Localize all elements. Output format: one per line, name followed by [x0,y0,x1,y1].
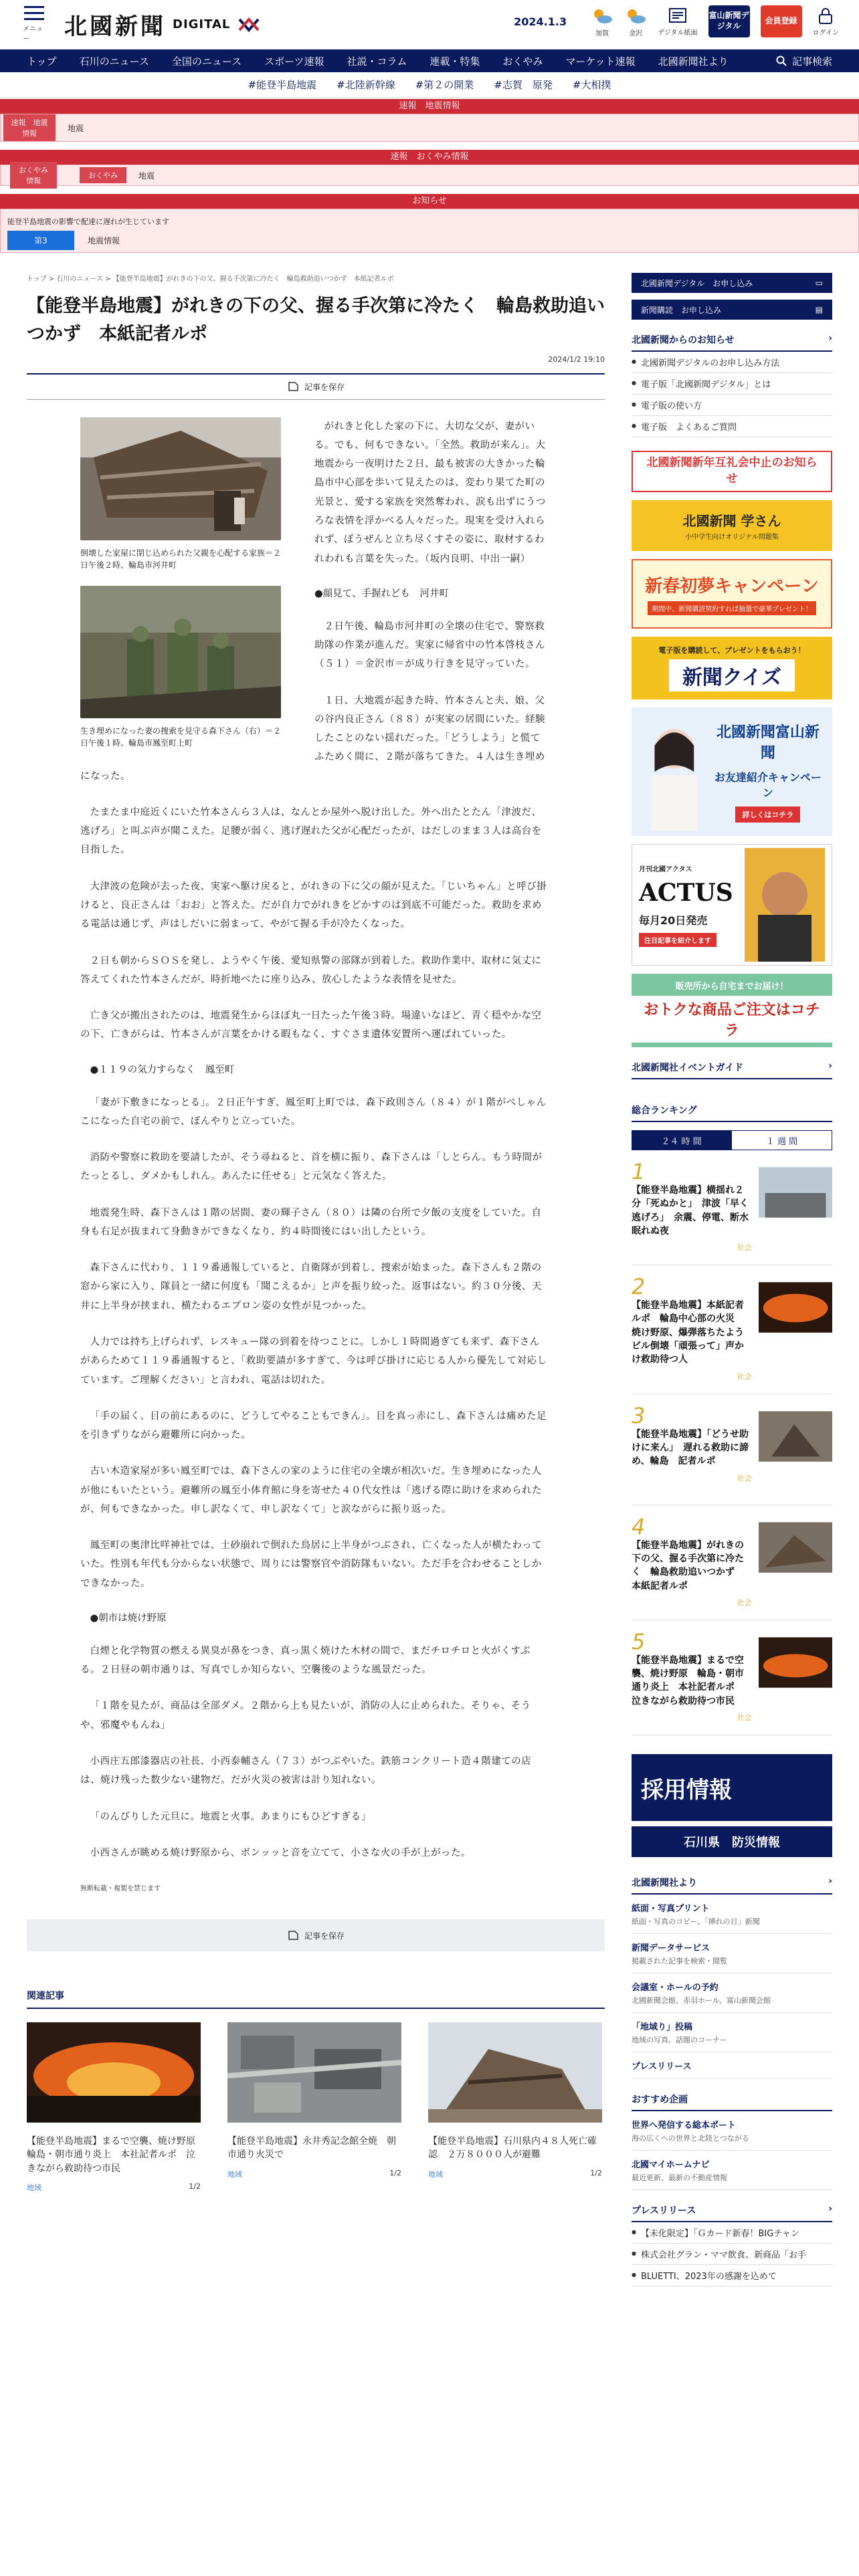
header-date: 2024.1.3 [514,15,567,28]
related-category[interactable]: 地域 [227,2169,242,2179]
notice-list [632,352,832,437]
actus-c: 毎月20日発売 [639,914,708,927]
magazine-cover [745,848,825,962]
friend-b: お友達紹介キャンペーン [714,771,822,799]
article-paragraph: 人力では持ち上げられず、レスキュー隊の到着を待つことに。しかし１時間過ぎても来ず、森下さんがあらためて１１９番通報すると、「救助要請が多すぎて、今は呼び掛けに応じる人から優先して対応しています。ご理解ください」と言われ、電話は切れた。 [80,1336,547,1386]
tag-link[interactable]: #能登半島地震 [248,79,317,91]
ranking-tabs [632,1130,832,1150]
photo-caption: 倒壊した家屋に閉じ込められた父親を心配する家族＝２日午後２時、輪島市河井町 [80,548,282,570]
copyright-note: 無断転載・複製を禁じます [80,1885,161,1893]
logo-sub: DIGITAL [173,17,231,31]
main-area [0,273,859,2286]
notice-item[interactable]: ● 電子版 よくあるご質問 [632,416,832,437]
related-title: 【能登半島地震】石川県内４８人死亡確認 ２万８０００人が避難 [428,2136,597,2161]
search-icon [776,56,787,66]
related-title: 【能登半島地震】永井秀記念館全焼 朝市通り火災で [227,2136,396,2161]
weather-label: 金沢 [629,29,643,37]
ranking-item[interactable] [632,1513,832,1620]
notice-item[interactable]: ● 電子版の使い方 [632,395,832,416]
sun-cloud-icon [591,6,613,26]
save-label: 記事を保存 [304,382,345,392]
hatsuyume-banner[interactable] [632,559,832,629]
logo-text: 北國新聞 [64,13,166,40]
weather-label: 加賀 [595,29,609,37]
aerial-photo [227,2022,401,2123]
rescue-team-photo[interactable] [80,586,281,718]
article-subheading: ●顔見て、手握れども 河井町 [314,588,449,599]
newspaper-icon [668,7,688,25]
services-heading[interactable]: 北國新聞社より › [632,1876,832,1895]
related-title: 【能登半島地震】まるで空襲、焼け野原 輪島・朝市通り炎上 本社記者ルポ 泣きながら救助待つ市民 [27,2136,205,2174]
weather-kaga[interactable] [591,6,613,37]
article-title: 【能登半島地震】がれきの下の父、握る手次第に冷たく 輪島救助追いつかず 本紙記者ルポ [27,296,605,344]
press2-list [632,2222,832,2286]
photo-caption: 生き埋めになった妻の捜索を見守る森下さん（右）＝２日午後１時、輪島市鳳至町上町 [80,726,282,748]
service-item[interactable]: 会議室・ホールの予約 北國新聞会館、赤羽ホール、富山新聞会館 [632,1973,832,2013]
related-item[interactable] [27,2022,205,2193]
article-paragraph: 小西さんが眺める焼け野原から、ボンッッと音を立てて、小さな火の手が上がった。 [90,1847,471,1858]
ranking-item[interactable] [632,1161,832,1265]
site-logo[interactable] [64,8,261,41]
article-paragraph: 白煙と化学物質の燃える異臭が鼻をつき、真っ黒く焼けた木材の間で、まだチロチロと火がくすぶる。２日昼の朝市通りは、写真でしか知らない、空襲後のような風景だった。 [80,1645,531,1676]
rank-category: 社会 [737,1372,752,1381]
article-body [80,417,549,1893]
press-item[interactable]: ● BLUETTI、2023年の感謝を込めて [632,2265,832,2286]
rank-category: 社会 [737,1473,752,1483]
bookmark-icon [287,382,299,391]
save-article-button-bottom[interactable] [27,1919,605,1951]
event-heading[interactable]: 北國新聞社イベントガイド › [632,1061,832,1079]
nav-top[interactable]: トップ [27,55,57,68]
notice-item[interactable]: ● 電子版「北國新聞デジタル」とは [632,373,832,395]
friend-referral-banner[interactable] [632,708,832,836]
alert-pill[interactable]: 速報 地震情報 [3,114,56,141]
sidebar [632,273,832,2286]
related-page: 1/2 [189,2181,201,2191]
sun-cloud-icon [624,6,647,26]
woman-portrait [638,712,710,832]
global-nav [0,49,859,72]
article-paragraph: 鳳至町の奥津比咩神社では、土砂崩れで倒れた鳥居に上半身がつぶされ、亡くなった人が横たわっていた。性別も年代も分からない状態で、周りには警察官や消防隊もいない。ただ手を合わせることしかできなかった。 [80,1540,543,1589]
obit-panel [0,165,859,186]
paper-icon: ▤ [815,305,823,314]
actus-banner[interactable] [632,844,832,966]
related-item[interactable] [428,2022,602,2193]
article-paragraph: たまたま中庭近くにいた竹本さんら３人は、なんとか屋外へ脱け出した。外へ出たとたん「津波だ、逃げろ」と叫ぶ声が聞こえた。足腰が弱く、逃げ遅れた父が心配だったが、はだしのまま３人は高台を目指した。 [80,807,542,856]
rank-number: 4 [632,1513,646,1539]
rank-number: 1 [632,1159,646,1184]
rank-title: 【能登半島地震】がれきの下の父、握る手次第に冷たく 輪島救助追いつかず 本紙記者ルポ [632,1539,744,1592]
nav-company[interactable]: 北國新聞社より [658,55,729,68]
menu-button[interactable] [23,6,45,43]
actus-d: 注目記事を紹介します [639,933,717,947]
chevron-right-icon: › [828,1061,832,1071]
service-item[interactable]: 「地域り」投稿 地域の写真、話題のコーナー [632,2013,832,2052]
collapsed-house-photo[interactable] [80,417,281,540]
tab-24h[interactable]: ２４ 時 間 [632,1130,731,1150]
hatsuyume-a: 新春初夢キャンペーン [645,576,819,597]
tag-link[interactable]: #北陸新幹線 [337,79,395,91]
obit-text[interactable]: 地震 [138,171,155,181]
tag-link[interactable]: #志賀 原発 [494,79,553,91]
quiz-banner[interactable] [632,637,832,700]
shop-a: 販売所から自宅までお届け！ [675,981,789,992]
recruit-banner[interactable]: 採用情報 [632,1754,832,1821]
nav-national[interactable]: 全国のニュース [171,55,242,68]
obit-pill[interactable]: おくやみ [80,167,126,183]
search-button[interactable] [776,54,832,68]
alert-band-heading: 速報 地震情報 [0,99,859,114]
digital-paper-button[interactable] [658,7,697,37]
article-paragraph: 「手の届く、目の前にあるのに、どうしてやることもできん」。目を真っ赤にし、森下さんは痛めた足を引きずりながら避難所に向かった。 [80,1410,547,1441]
article-paragraph: 「妻が下敷きになっとる」。２日正午すぎ、鳳至町上町では、森下政則さん（８４）が１階がぺしゃんこになった自宅の前で、ぼんやりと立っていた。 [80,1097,547,1127]
breadcrumb[interactable]: トップ > 石川のニュース > 【能登半島地震】がれきの下の父、握る手次第に冷たく 輪島救助追いつかず 本紙記者ルポ [27,276,394,283]
article-paragraph: 森下さんに代わり、１１９番通報していると、自衛隊が到着し、捜索が始まった。森下さんも２階の窓から家に入り、隊員と一緒に何度も「聞こえるか」と声を振り絞った。返事はない。約３０分後、天井に上半身が挟まれ、横たわるエプロン姿の女性が見つかった。 [80,1263,542,1311]
notice-pill[interactable]: 第3 [7,231,74,250]
service-item[interactable]: 紙面・写真プリント 紙面・写真のコピー、「挿れの日」新聞 [632,1895,832,1934]
login-button[interactable] [813,7,840,37]
article-paragraph: ２日午後、輪島市河井町の全壊の住宅で、警察救助隊の作業が進んだ。実家に帰省中の竹本啓枝さん（５１）＝金沢市＝が成り行きを見守っていた。 [314,621,545,670]
register-button[interactable]: 会員登録 [761,5,802,37]
article-paragraph: 古い木造家屋が多い鳳至町では、森下さんの家のように住宅の全壊が相次いだ。生き埋めになった人が他にもいたという。避難所の鳳至小体育館に身を寄せた４０代女性は「逃げる際に助けを求められたが、何もできなかった。申し訳なくて、申し訳なくて」と涙ながらに振り返った。 [80,1466,542,1515]
nav-series[interactable]: 連載・特集 [430,55,480,68]
toyama-button[interactable]: 富山新聞デジタル [708,5,750,37]
rank-title: 【能登半島地震】まるで空襲、焼け野原 輪島・朝市通り炎上 本社記者ルポ 泣きながら救助待つ市民 [632,1654,744,1707]
related-heading: 関連記事 [27,1989,605,2009]
article-paragraph: 「のんびりした元旦に。地震と火事。あまりにもひどすぎる」 [90,1811,371,1822]
manabu-c: 小中学生向けオリジナル問題集 [685,534,779,541]
quiz-b: 新聞クイズ [669,659,795,691]
rank-category: 社会 [737,1713,752,1723]
digital-signup-label: 北國新聞デジタル お申し込み [641,278,753,288]
rank-thumbnail [759,1410,832,1463]
alert-bands [0,99,859,253]
manabu-banner[interactable] [632,500,832,551]
press-link[interactable]: プレスリリース [632,2052,832,2079]
notice-heading[interactable]: 北國新聞からのお知らせ › [632,333,832,352]
chevron-right-icon: › [828,2204,832,2215]
related-page: 1/2 [590,2168,602,2177]
paper-signup-button[interactable] [632,300,832,320]
shopping-banner[interactable] [632,974,832,1047]
rank-title: 【能登半島地震】横揺れ２分「死ぬかと」 津波「早く逃げろ」 余震、停電、断水眠れぬ夜 [632,1185,749,1237]
alert-text[interactable]: 地震 [68,123,84,133]
logo-mark-icon [237,15,261,34]
friend-a: 北國新聞富山新聞 [716,724,820,762]
actus-a: 月刊北國アクタス [639,865,692,873]
notice-text[interactable]: 能登半島地震の影響で配達に遅れが生じています [7,217,169,226]
article-paragraph: 小西庄五郎漆器店の社長、小西泰輔さん（７３）がつぶやいた。鉄筋コンクリート造４階建ての店は、焼け残った数少ない建物だ。だが火災の被害は計り知れない。 [80,1755,532,1786]
rank-category: 社会 [737,1598,752,1607]
shop-b: おトクな商品ご注文はコチラ [632,996,832,1043]
article-paragraph: 消防や警察に救助を要請したが、そう尋ねると、首を横に振り、森下さんは「しとらん。もう時間がたっとるし、ダメかもしれん。あんたに任せる」と元気なく答えた。 [80,1152,543,1182]
actus-b: ACTUS [639,878,733,907]
article-column [27,273,605,2286]
article-subheading: ●朝市は焼け野原 [90,1612,167,1624]
press-item[interactable]: ● 株式会社グラン・ママ飲食、新商品「お手 [632,2244,832,2265]
recommend-item[interactable]: 北國マイホームナビ 最近更新、最新の不動産情報 [632,2151,832,2190]
article-figures [80,417,281,764]
article-paragraph: ２日も朝からＳＯＳを発し、ようやく午後、愛知県警の部隊が到着した。救助作業中、取材に気丈に答えてくれた竹本さんだが、時折地べたに座り込み、放心したような表情を見せた。 [80,955,542,985]
article-paragraph: 大津波の危険が去った夜、実家へ駆け戻ると、がれきの下に父の顔が見えた。「じいちゃん」と呼び掛けると、良正さんは「おお」と答えた。だが自力でがれきをどかすのは到底不可能だった。救助を求める電話は通じず、声はしだいに弱まって、やがて握る手が冷たくなった。 [80,881,547,930]
rank-title: 【能登半島地震】「どうせ助けに来ん」 遅れる救助に諦め、輪島 記者ルポ [632,1428,749,1467]
tag-link[interactable]: #大相撲 [572,79,611,91]
related-category[interactable]: 地域 [428,2169,443,2179]
rank-thumbnail [759,1521,832,1574]
rank-category: 社会 [737,1243,752,1253]
tag-link[interactable]: #第２の開業 [415,79,474,91]
nav-obituary[interactable]: おくやみ [502,55,543,68]
article-date: 2024/1/2 19:10 [548,354,605,364]
save-article-button[interactable] [27,374,605,400]
related-list [27,2022,605,2193]
device-icon: ▭ [815,278,823,288]
article-subheading: ●１１９の気力すらなく 鳳至町 [90,1064,235,1075]
digital-paper-label: デジタル紙面 [658,29,698,37]
press-item[interactable]: ● 【未化限定】「Ｇカード新春！BIGチャン [632,2222,832,2244]
nav-sports[interactable]: スポーツ速報 [264,55,324,68]
menu-label: メニュー [23,25,43,43]
quiz-a: 電子版を購読して、プレゼントをもらおう！ [658,646,805,655]
paper-signup-label: 新聞購読 お申し込み [641,305,722,315]
related-category[interactable]: 地域 [27,2183,41,2192]
press2-heading[interactable]: プレスリリース › [632,2204,832,2222]
notice-item[interactable]: ● 北國新聞デジタルのお申し込み方法 [632,352,832,373]
nav-market[interactable]: マーケット速報 [565,55,636,68]
chevron-right-icon: › [828,333,832,344]
notice-band-heading: お知らせ [0,194,859,209]
article-paragraph: １日、大地震が起きた時、竹本さんと夫、娘、父の谷内良正さん（８８）が実家の居間にいた。経験したことのない揺れだった。「どうしよう」と慌てふためく間に、２階が落ちてきた。４人は生き埋めになった。 [80,695,545,782]
nav-editorial[interactable]: 社説・コラム [347,55,407,68]
bousai-banner[interactable]: 石川県 防災情報 [632,1826,832,1857]
rank-title: 【能登半島地震】本紙記者ルポ 輪島中心部の火災 焼け野原、爆弾落ちたよう ビル倒壊「頑張って」声かけ救助待つ人 [632,1300,753,1366]
rank-number: 3 [632,1402,646,1428]
tag-bar [0,72,859,98]
login-label: ログイン [812,29,839,37]
obit-band-heading: 速報 おくやみ情報 [0,150,859,165]
article-paragraph: がれきと化した家の下に、大切な父が、妻がいる。でも、何もできない。「全然。救助が来ん」。大地震から一夜明けた２日、最も被害の大きかった輪島市中心部を歩いて見えたのは、変わり果てた町の光景と、愛する家族を突然奪われ、涙も出ずにうつろな表情を浮かべる人々だった。現実を受け入れられず、ぼうぜんと立ち尽くすその姿に、取材するわれわれも言葉を失った。（坂内良明、中出一嗣） [314,421,546,564]
lock-icon [817,7,834,25]
recommend-item[interactable]: 世界へ発信する総本ポート 海の広くへの世界と北陸とつながる [632,2111,832,2151]
service-item[interactable]: 新聞データサービス 掲載された記事を検索・閲覧 [632,1934,832,1973]
alert-panel [0,114,859,142]
rank-number: 5 [632,1628,646,1654]
collapsed-building-photo [428,2022,602,2123]
fire-photo [27,2022,201,2123]
digital-signup-button[interactable] [632,273,832,293]
weather-kanazawa[interactable] [624,6,647,37]
notice-after[interactable]: 地震情報 [88,236,120,245]
manabu-a: 北國新聞 [682,513,737,529]
ranking-item[interactable] [632,1628,832,1735]
obit-pill[interactable]: おくやみ情報 [10,162,57,189]
rank-thumbnail [759,1281,832,1333]
search-label: 記事検索 [791,55,832,68]
related-page: 1/2 [389,2168,401,2177]
manabu-b: 学さん [741,513,781,529]
ranking-heading: 総合ランキング [632,1103,832,1122]
ranking-item[interactable] [632,1276,832,1394]
save-label: 記事を保存 [304,1931,345,1941]
nav-ishikawa[interactable]: 石川のニュース [79,55,149,68]
hatsuyume-b: 期間中、新聞購読契約すれば抽選で豪華プレゼント！ [648,601,816,615]
tab-1w[interactable]: １ 週 間 [731,1130,832,1150]
ranking-item[interactable] [632,1402,832,1505]
reception-cancel-banner[interactable]: 北國新聞新年互礼会中止のお知らせ [632,451,832,492]
related-item[interactable] [227,2022,401,2193]
chevron-right-icon: › [828,1876,832,1887]
rank-number: 2 [632,1274,646,1300]
site-header [0,0,859,49]
bookmark-icon [287,1931,299,1940]
rank-thumbnail [759,1636,832,1689]
rank-thumbnail [759,1166,832,1218]
article-paragraph: 亡き父が搬出されたのは、地震発生からほぼ丸一日たった午後３時。場違いなほど、青く穏やかな空の下、亡きがらは、竹本さんが言葉をかける暇もなく、すぐさま遺体安置所へ運ばれていった。 [80,1010,542,1041]
article-paragraph: 地震発生時、森下さんは１階の居間、妻の輝子さん（８０）は隣の台所で夕飯の支度をしていた。自身も右足が抜まれて身動きができなくなり、約４時間後にはい出したという。 [80,1207,542,1237]
article-paragraph: 「１階を見たが、商品は全部ダメ。２階から上も見たいが、消防の人に止められた。そりゃ、そうや、邪魔やもんね」 [80,1701,531,1731]
notice-panel [0,209,859,253]
friend-c: 詳しくはコチラ [735,807,800,823]
recommend-heading: おすすめ企画 [632,2092,832,2111]
